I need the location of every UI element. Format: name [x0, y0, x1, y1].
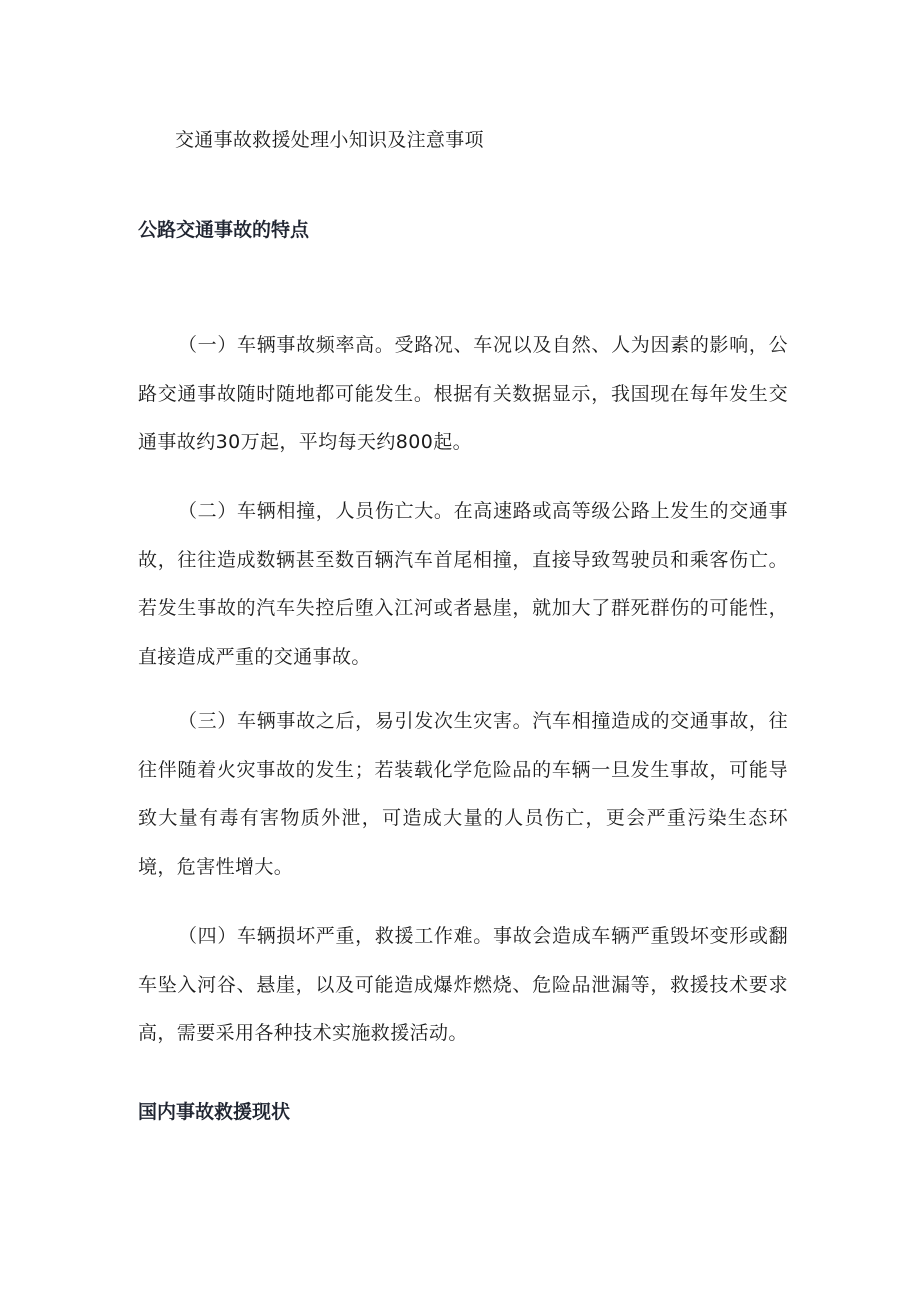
- paragraph-2: （二）车辆相撞，人员伤亡大。在高速路或高等级公路上发生的交通事故，往往造成数辆甚至数百辆汽车首尾相撞，直接导致驾驶员和乘客伤亡。若发生事故的汽车失控后堕入江河或者悬崖，就加大了群死群伤的可能性，直接造成严重的交通事故。: [138, 500, 788, 668]
- paragraph-1: （一）车辆事故频率高。受路况、车况以及自然、人为因素的影响，公路交通事故随时随地都可能发生。根据有关数据显示，我国现在每年发生交通事故约30万起，平均每天约800起。: [138, 334, 788, 453]
- section-heading-characteristics: 公路交通事故的特点: [138, 219, 310, 241]
- document-title: 交通事故救援处理小知识及注意事项: [175, 129, 484, 151]
- paragraph-4: （四）车辆损坏严重，救援工作难。事故会造成车辆严重毁坏变形或翻车坠入河谷、悬崖，以及可能造成爆炸燃烧、危险品泄漏等，救援技术要求高，需要采用各种技术实施救援活动。: [138, 925, 788, 1044]
- section-heading-domestic-status: 国内事故救援现状: [138, 1101, 291, 1123]
- paragraph-3: （三）车辆事故之后，易引发次生灾害。汽车相撞造成的交通事故，往往伴随着火灾事故的发生；若装载化学危险品的车辆一旦发生事故，可能导致大量有毒有害物质外泄，可造成大量的人员伤亡，更会严重污染生态环境，危害性增大。: [138, 710, 788, 878]
